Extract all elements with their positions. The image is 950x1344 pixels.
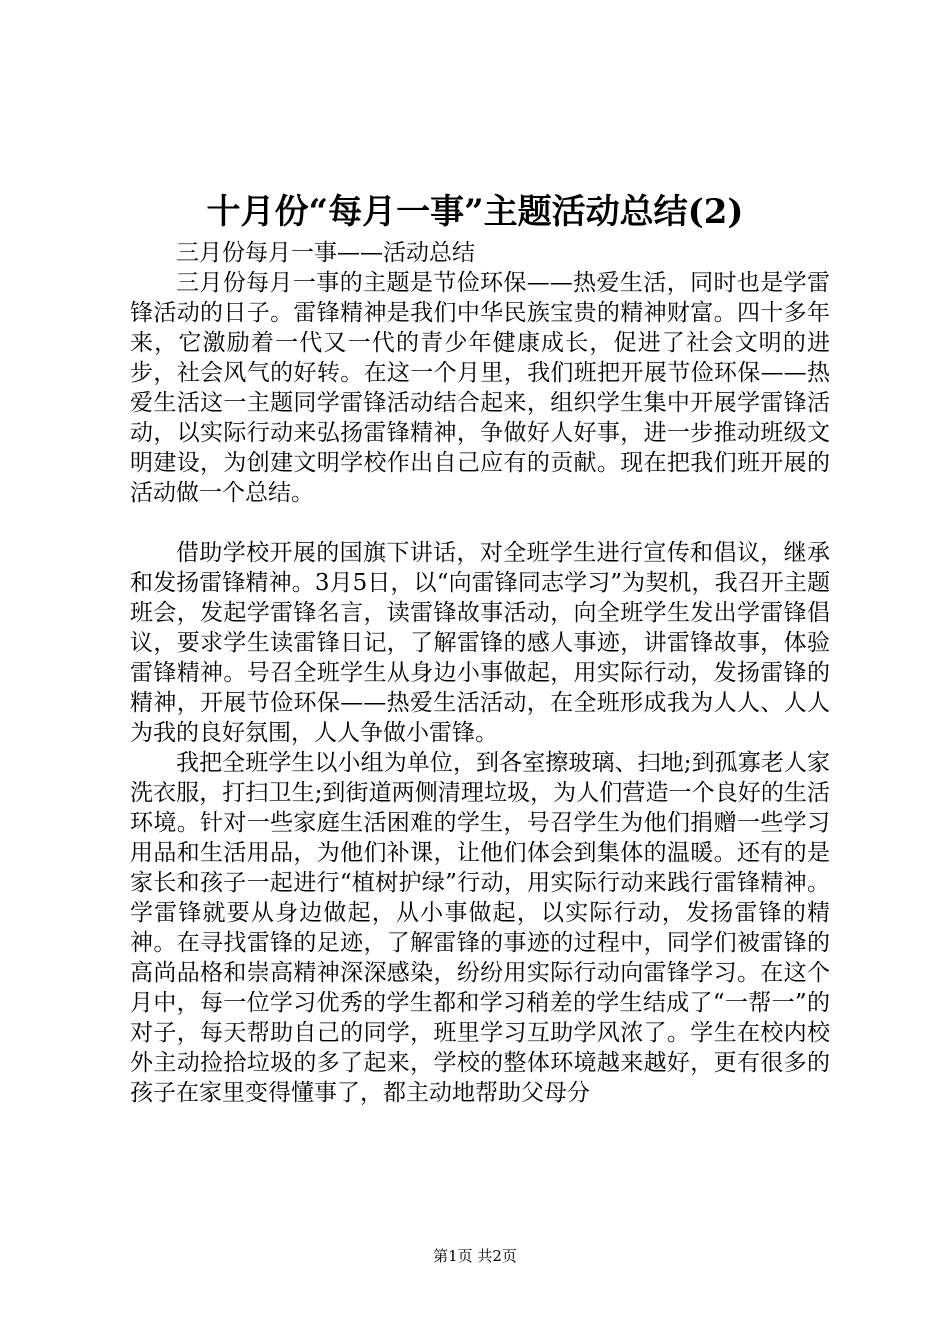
document-body xyxy=(130,238,830,1108)
document-title: 十月份“每月一事”主题活动总结(2) xyxy=(206,192,744,232)
paragraph-propaganda: 借助学校开展的国旗下讲话，对全班学生进行宣传和倡议，继承和发扬雷锋精神。3月5日，以“向雷锋同志学习”为契机，我召开主题班会，发起学雷锋名言，读雷锋故事活动，向全班学生发出学雷锋倡议，要求学生读雷锋日记，了解雷锋的感人事迹，讲雷锋故事，体验雷锋精神。号召全班学生从身边小事做起，用实际行动，发扬雷锋的精神，开展节俭环保——热爱生活活动，在全班形成我为人人、人人为我的良好氛围，人人争做小雷锋。 xyxy=(130,540,830,746)
page-indicator: 第1页 共2页 xyxy=(433,1247,517,1265)
paragraph-intro: 三月份每月一事的主题是节俭环保——热爱生活，同时也是学雷锋活动的日子。雷锋精神是我们中华民族宝贵的精神财富。四十多年来，它激励着一代又一代的青少年健康成长，促进了社会文明的进步，社会风气的好转。在这一个月里，我们班把开展节俭环保——热爱生活这一主题同学雷锋活动结合起来，组织学生集中开展学雷锋活动，以实际行动来弘扬雷锋精神，争做好人好事，进一步推动班级文明建设，为创建文明学校作出自己应有的贡献。现在把我们班开展的活动做一个总结。 xyxy=(130,270,830,506)
paragraph-activities: 我把全班学生以小组为单位，到各室擦玻璃、扫地;到孤寡老人家洗衣服，打扫卫生;到街道两侧清理垃圾，为人们营造一个良好的生活环境。针对一些家庭生活困难的学生，号召学生为他们捐赠一些学习用品和生活用品，为他们补课，让他们体会到集体的温暖。还有的是家长和孩子一起进行“植树护绿”行动，用实际行动来践行雷锋精神。学雷锋就要从身边做起，从小事做起，以实际行动，发扬雷锋的精神。在寻找雷锋的足迹，了解雷锋的事迹的过程中，同学们被雷锋的高尚品格和崇高精神深深感染，纷纷用实际行动向雷锋学习。在这个月中，每一位学习优秀的学生都和学习稍差的学生结成了“一帮一”的对子，每天帮助自己的同学，班里学习互助学风浓了。学生在校内校外主动捡拾垃圾的多了起来，学校的整体环境越来越好，更有很多的孩子在家里变得懂事了，都主动地帮助父母分 xyxy=(130,750,830,1106)
document-subtitle: 三月份每月一事——活动总结 xyxy=(176,240,475,266)
